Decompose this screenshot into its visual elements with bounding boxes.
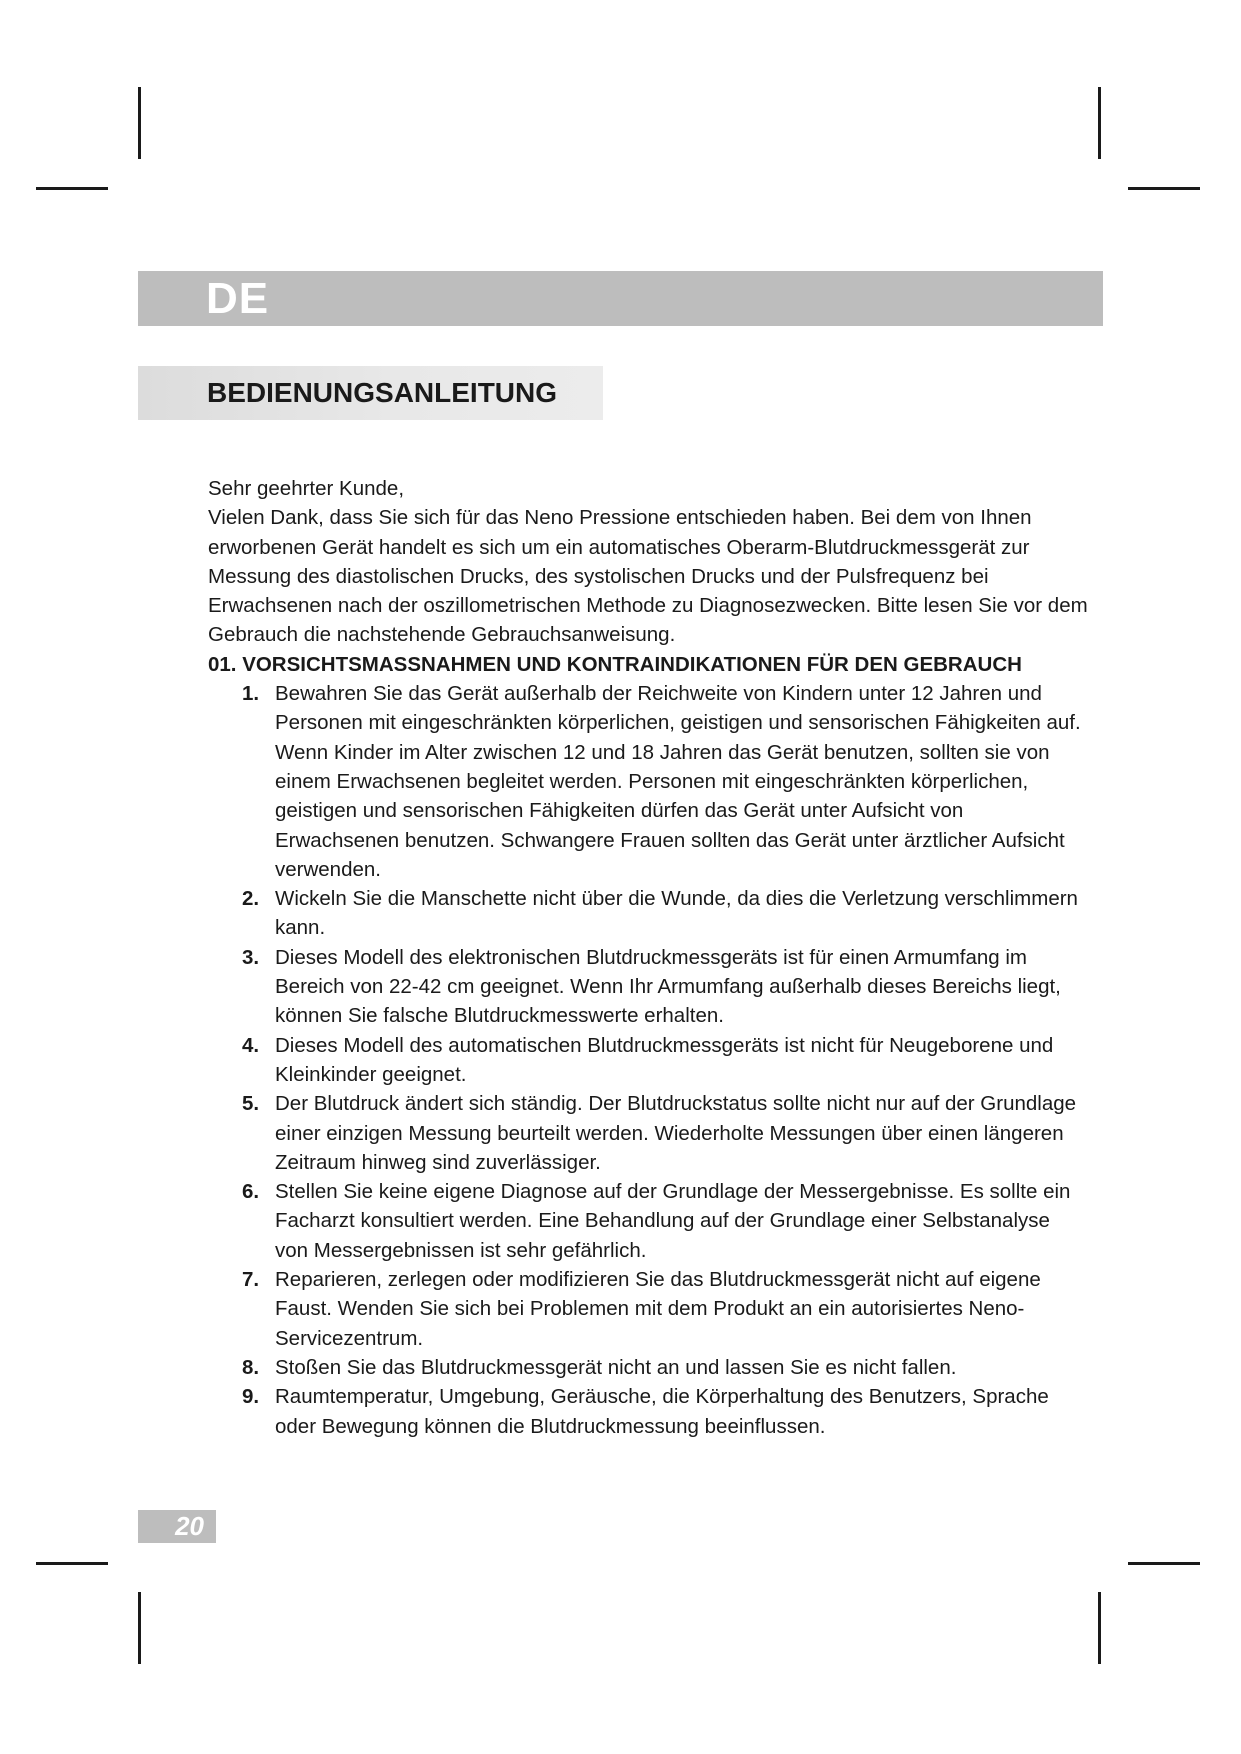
- precautions-list: [208, 679, 1088, 1441]
- document-body: [208, 474, 1088, 1441]
- list-item: [242, 1353, 1088, 1382]
- list-item: [242, 1089, 1088, 1177]
- language-code: DE: [206, 274, 270, 323]
- list-item-number: 7.: [242, 1268, 260, 1292]
- list-item-text: Der Blutdruck ändert sich ständig. Der Blutdruckstatus sollte nicht nur auf der Grundlage einer einzigen Messung beurteilt werden. Wiederholte Messungen über einen längeren Zeitraum hinweg sind zuverlässiger.: [275, 1092, 1077, 1174]
- page-number-badge: [138, 1510, 216, 1543]
- intro-paragraph: Vielen Dank, dass Sie sich für das Neno Pressione entschieden haben. Bei dem von Ihnen erworbenen Gerät handelt es sich um ein automatisches Oberarm-Blutdruckmessgerät zur Messung des diastolischen Drucks, des systolischen Drucks und der Pulsfrequenz bei Erwachsenen nach der oszillometrischen Methode zu Diagnosezwecken. Bitte lesen Sie vor dem Gebrauch die nachstehende Gebrauchsanweisung.: [208, 506, 1088, 647]
- crop-mark-bottom-left-vertical: [138, 1592, 141, 1664]
- crop-mark-top-left-horizontal: [36, 187, 108, 190]
- list-item: [242, 1265, 1088, 1353]
- crop-mark-bottom-right-horizontal: [1128, 1562, 1200, 1565]
- list-item-number: 6.: [242, 1180, 260, 1204]
- list-item-number: 9.: [242, 1385, 260, 1409]
- list-item-text: Stoßen Sie das Blutdruckmessgerät nicht an und lassen Sie es nicht fallen.: [275, 1355, 957, 1379]
- list-item-text: Dieses Modell des elektronischen Blutdruckmessgeräts ist für einen Armumfang im Bereich von 22-42 cm geeignet. Wenn Ihr Armumfang außerhalb dieses Bereichs liegt, können Sie falsche Blutdruckmesswerte erhalten.: [275, 945, 1061, 1028]
- list-item-text: Bewahren Sie das Gerät außerhalb der Reichweite von Kindern unter 12 Jahren und Personen mit eingeschränkten körperlichen, geistigen und sensorischen Fähigkeiten auf. Wenn Kinder im Alter zwischen 12 und 18 Jahren das Gerät benutzen, sollten sie von einem Erwachsenen begleitet werden. Personen mit eingeschränkten körperlichen, geistigen und sensorischen Fähigkeiten dürfen das Gerät unter Aufsicht von Erwachsenen benutzen. Schwangere Frauen sollten das Gerät unter ärztlicher Aufsicht verwenden.: [275, 682, 1081, 881]
- crop-mark-top-left-vertical: [138, 87, 141, 159]
- list-item-number: 1.: [242, 682, 260, 706]
- list-item-text: Dieses Modell des automatischen Blutdruckmessgeräts ist nicht für Neugeborene und Kleinkinder geeignet.: [275, 1033, 1054, 1086]
- page-number: 20: [175, 1511, 204, 1541]
- list-item-text: Raumtemperatur, Umgebung, Geräusche, die Körperhaltung des Benutzers, Sprache oder Bewegung können die Blutdruckmessung beeinflussen.: [275, 1385, 1049, 1438]
- list-item-number: 8.: [242, 1355, 260, 1379]
- title-banner: [138, 366, 603, 420]
- list-item-text: Reparieren, zerlegen oder modifizieren Sie das Blutdruckmessgerät nicht auf eigene Faust. Wenden Sie sich bei Problemen mit dem Produkt an ein autorisiertes Neno-Servicezentrum.: [275, 1268, 1041, 1350]
- crop-mark-bottom-left-horizontal: [36, 1562, 108, 1565]
- language-banner: [138, 271, 1103, 326]
- list-item: [242, 884, 1088, 943]
- crop-mark-bottom-right-vertical: [1098, 1592, 1101, 1664]
- list-item: [242, 1382, 1088, 1441]
- section-heading: 01. VORSICHTSMASSNAHMEN UND KONTRAINDIKATIONEN FÜR DEN GEBRAUCH: [208, 652, 1022, 676]
- list-item: [242, 679, 1088, 884]
- list-item-number: 3.: [242, 945, 260, 969]
- list-item-number: 2.: [242, 887, 260, 911]
- list-item: [242, 943, 1088, 1031]
- list-item-number: 4.: [242, 1033, 260, 1057]
- crop-mark-top-right-horizontal: [1128, 187, 1200, 190]
- greeting: Sehr geehrter Kunde,: [208, 477, 405, 500]
- page-title: BEDIENUNGSANLEITUNG: [207, 377, 558, 408]
- list-item-number: 5.: [242, 1092, 260, 1116]
- list-item-text: Stellen Sie keine eigene Diagnose auf der Grundlage der Messergebnisse. Es sollte ein Facharzt konsultiert werden. Eine Behandlung auf der Grundlage einer Selbstanalyse von Messergebnissen ist sehr gefährlich.: [275, 1180, 1071, 1262]
- list-item: [242, 1031, 1088, 1090]
- list-item: [242, 1177, 1088, 1265]
- list-item-text: Wickeln Sie die Manschette nicht über die Wunde, da dies die Verletzung verschlimmern kann.: [275, 887, 1078, 940]
- crop-mark-top-right-vertical: [1098, 87, 1101, 159]
